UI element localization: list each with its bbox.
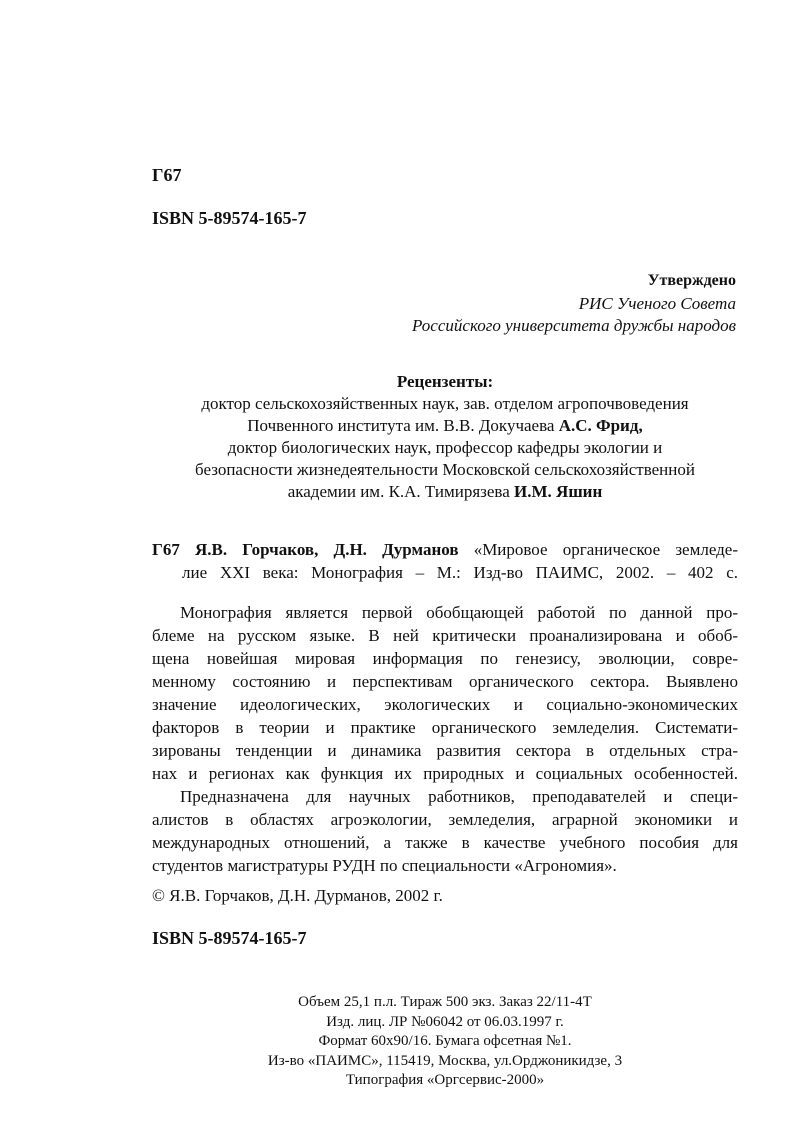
- abstract-paragraph-2: [152, 785, 738, 877]
- abstract-p1-line: значение идеологических, экологических и социально-экономических: [152, 695, 738, 714]
- abstract-p1-line: Монография является первой обобщающей работой по данной про-: [180, 603, 738, 622]
- bibliographic-record: [152, 540, 738, 586]
- imprint-line: Формат 60х90/16. Бумага офсетная №1.: [318, 1033, 572, 1049]
- abstract: [152, 601, 738, 877]
- approval-line-2: Российского университета дружбы народов: [412, 316, 736, 335]
- abstract-p1-line: нах и регионах как функция их природных и социальных особенностей.: [152, 764, 738, 783]
- reviewers-line-2: [140, 416, 750, 438]
- reviewers-line-5: [140, 482, 750, 504]
- abstract-p1-line: зированы тенденции и динамика развития сектора в отдельных стра-: [152, 741, 738, 760]
- abstract-p2-line: международных отношений, а также в качестве учебного пособия для: [152, 833, 738, 852]
- imprint-block: [220, 993, 670, 1091]
- reviewer-2-name: И.М. Яшин: [514, 482, 603, 501]
- isbn-top: ISBN 5-89574-165-7: [152, 208, 307, 228]
- copyright: © Я.В. Горчаков, Д.Н. Дурманов, 2002 г.: [152, 886, 443, 905]
- imprint-line: Объем 25,1 п.л. Тираж 500 экз. Заказ 22/11-4Т: [298, 994, 592, 1010]
- approval-line-1: РИС Ученого Совета: [578, 294, 736, 313]
- abstract-p1-line: щена новейшая мировая информация по генезису, эволюции, совре-: [152, 649, 738, 668]
- classification-code: Г67: [152, 165, 182, 185]
- reviewer-1-name: А.С. Фрид,: [558, 416, 643, 435]
- abstract-p2-line: Предназначена для научных работников, преподавателей и специ-: [180, 787, 738, 806]
- reviewer-2-affiliation: академии им. К.А. Тимирязева: [287, 482, 515, 501]
- abstract-paragraph-1: [152, 601, 738, 785]
- abstract-p1-line: блеме на русском языке. В ней критически проанализирована и обоб-: [152, 626, 738, 645]
- approval-title: Утверждено: [647, 272, 736, 289]
- isbn-bottom: ISBN 5-89574-165-7: [152, 928, 307, 948]
- reviewers-line-3: доктор биологических наук, профессор кафедры экологии и: [227, 438, 663, 457]
- imprint-line: Изд. лиц. ЛР №06042 от 06.03.1997 г.: [326, 1013, 564, 1030]
- abstract-p1-line: факторов в теории и практике органического земледелия. Системати-: [152, 718, 738, 737]
- imprint-line: Типография «Оргсервис-2000»: [345, 1072, 545, 1088]
- bib-line-2: лие XXI века: Монография – М.: Изд-во ПАИМС, 2002. – 402 с.: [182, 563, 738, 582]
- abstract-p2-line: алистов в областях агроэкологии, земледелия, аграрной экономики и: [152, 810, 738, 829]
- bib-authors: Я.В. Горчаков, Д.Н. Дурманов: [195, 540, 459, 559]
- reviewers-line-4: безопасности жизнедеятельности Московской сельскохозяйственной: [195, 460, 695, 479]
- abstract-p2-line: студентов магистратуры РУДН по специальности «Агрономия».: [152, 856, 617, 875]
- bib-title-start: «Мировое органическое земледе-: [473, 540, 739, 559]
- imprint-line: Из-во «ПАИМС», 115419, Москва, ул.Орджоникидзе, 3: [267, 1052, 623, 1069]
- reviewer-1-affiliation: Почвенного института им. В.В. Докучаева: [247, 416, 559, 435]
- bib-line-1: [152, 540, 738, 563]
- reviewers-block: [140, 372, 750, 504]
- approval-block: [236, 272, 736, 338]
- bib-code: Г67: [152, 540, 180, 559]
- reviewers-title: Рецензенты:: [396, 372, 494, 391]
- reviewers-line-1: доктор сельскохозяйственных наук, зав. отделом агропочвоведения: [201, 394, 689, 413]
- abstract-p1-line: менному состоянию и перспективам органического сектора. Выявлено: [152, 672, 738, 691]
